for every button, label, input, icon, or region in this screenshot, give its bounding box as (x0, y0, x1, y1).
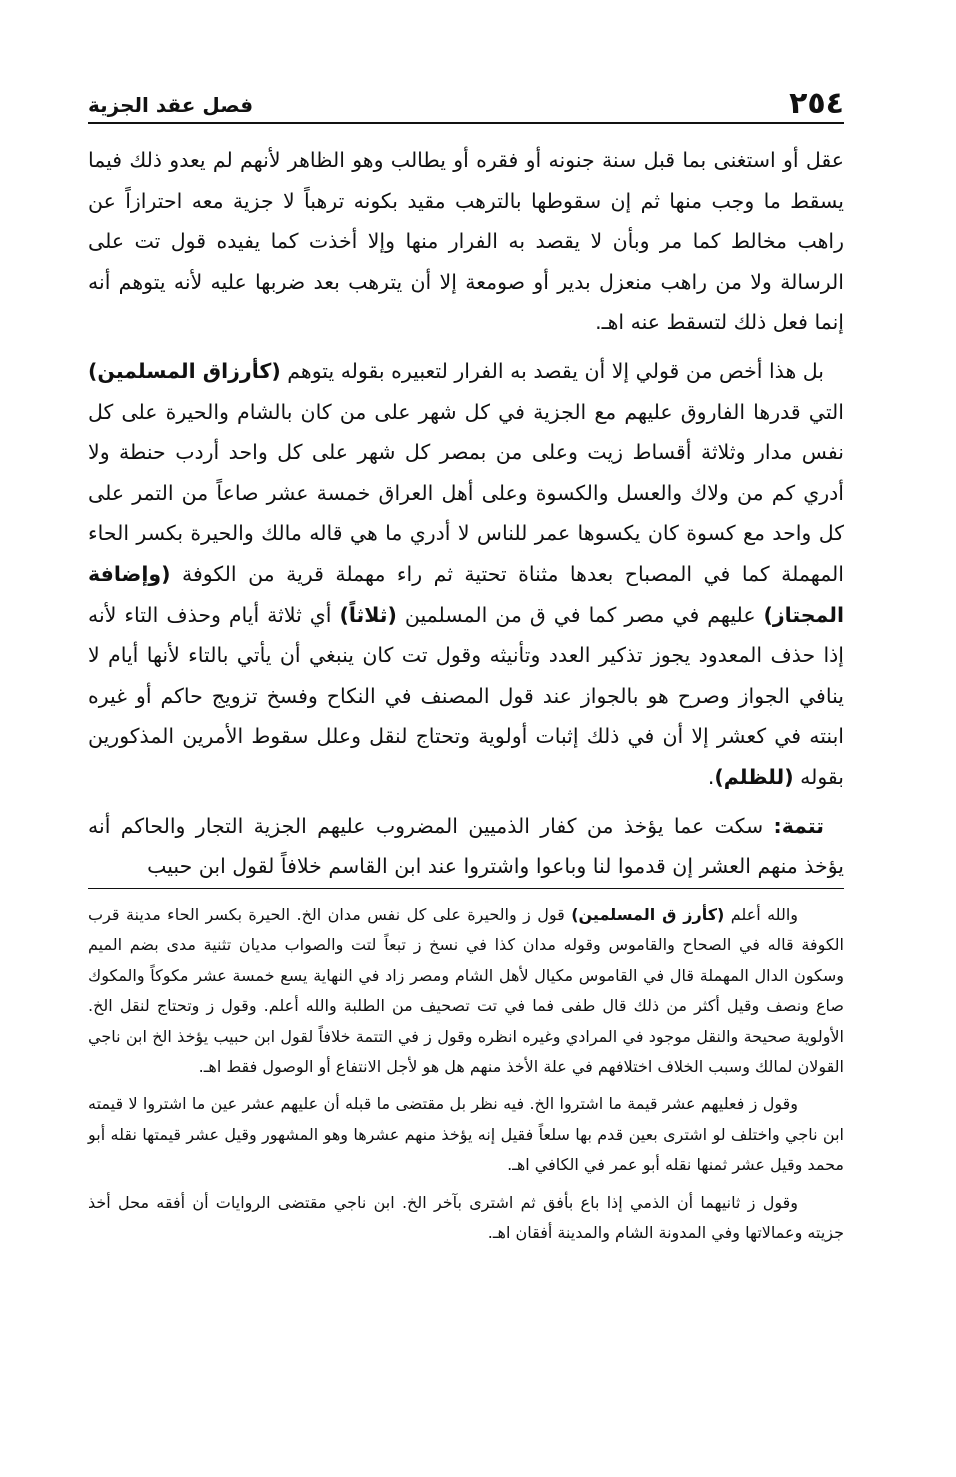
matn-quote-2: (وإضافة المجتاز) (88, 561, 844, 627)
running-title: فصل عقد الجزية (88, 93, 254, 117)
footnote-1-text-c: قول ز والحيرة على كل نفس مدان الخ. الحيرة بكسر الحاء مدينة قرب الكوفة قاله في الصحاح والقاموس وقوله مدان كذا في نسخ ز تبعاً لتت والصواب مديان تثنية مدى بضم الميم وسكون الدال المهملة قال في القاموس مكيال لأهل الشام ومصر زاد في النهاية يسع خمسة عشر مكوكاً والمكوك صاع ونصف وقيل أكثر من ذلك قال طفى فما في تت تصحيف من الطلبة والله أعلم. وقول ز وتحتاج لنقل الخ. الأولوية صحيحة والنقل موجود في المرادي وغيره انظره وقول ز في التتمة خلافاً لقول ابن حبيب يؤخذ الخ ابن ناجي القولان لمالك وسبب الخلاف اختلافهم في علة الأخذ منهم هل هو لأجل الانتفاع أو الوصول فقط اهـ. (88, 905, 844, 1077)
footnote-3 (88, 1188, 844, 1249)
footnote-3-text: وقول ز ثانيهما أن الذمي إذا باع بأفق ثم اشترى بآخر الخ. ابن ناجي مقتضى الروايات أن أفقه محل أخذ جزيته وعمالاتها وفي المدونة الشام والمدينة أفقان اهـ. (88, 1192, 844, 1243)
paragraph-2-text-d: عليهم في مصر كما في ق من المسلمين (396, 602, 764, 627)
paragraph-2-text-f: . (707, 764, 715, 789)
footnote-1-text-a: والله أعلم (724, 905, 799, 924)
footnote-divider (88, 888, 844, 889)
tatimma-label: تتمة: (773, 813, 824, 838)
main-text (88, 140, 844, 895)
paragraph-2-text-e: أي ثلاثة أيام وحذف التاء لأنه إذا حذف المعدود يجوز تذكير العدد وتأنيثه وقول تت كان ينبغي أن يأتي بالتاء لأنها أيام لا ينافي الجواز وصرح هو بالجواز عند قول المصنف في النكاح وفسخ تزويج حاكم أو غيره ابنته في كعشر إلا أن في ذلك إثبات أولوية وتحتاج لنقل وعلل سقوط الأمرين المذكورين بقوله (88, 602, 844, 789)
page-header (88, 82, 844, 124)
footnote-1-quote: (كأرز ق المسلمين) (571, 905, 725, 924)
matn-quote-3: (ثلاثاً) (339, 602, 397, 627)
footnote-1 (88, 900, 844, 1082)
paragraph-3 (88, 806, 844, 887)
paragraph-2-text-c: التي قدرها الفاروق عليهم مع الجزية في كل شهر على من كان بالشام والحيرة على كل نفس مدار وثلاثة أقساط زيت وعلى من بمصر كل شهر على كل واحد أردب حنطة ولا أدري كم من ولاك والعسل والكسوة وعلى أهل العراق خمسة عشر صاعاً من التمر على كل واحد مع كسوة كان يكسوها عمر للناس لا أدري ما هي قاله مالك والحيرة بكسر الحاء المهملة كما في المصباح بعدها مثناة تحتية ثم راء مهملة قرية من الكوفة (88, 399, 844, 586)
paragraph-1-text: عقل أو استغنى بما قبل سنة جنونه أو فقره أو يطالب وهو الظاهر لأنهم لم يعدو ذلك فيما يسقط ما وجب منها ثم إن سقوطها بالترهب مقيد بكونه ترهباً لا جزية معه احترازاً عن راهب مخالط كما مر وبأن لا يقصد به الفرار منها وإلا أخذت كما يفيده قول تت على الرسالة ولا من راهب منعزل بدير أو صومعة إلا أن يترهب بعد ضربها عليه لأنه يتوهم أنه إنما فعل ذلك لتسقط عنه اهـ. (88, 148, 844, 335)
matn-quote-4: (للظلم) (714, 764, 794, 789)
page-number: ٢٥٤ (789, 86, 844, 121)
footnote-2-text: وقول ز فعليهم عشر قيمة ما اشتروا الخ. فيه نظر بل مقتضى ما قبله أن عليهم عشر عين ما اشتروا لا قيمته ابن ناجي واختلف لو اشترى بعين قدم بها سلعاً فقيل إنه يؤخذ منهم عشرها وهو المشهور وقيل عشر قيمتها نقله أبو محمد وقيل عشر ثمنها نقله أبو عمر في الكافي اهـ. (88, 1094, 844, 1175)
paragraph-2 (88, 351, 844, 798)
footnote-2 (88, 1089, 844, 1180)
paragraph-3-text: سكت عما يؤخذ من كفار الذميين المضروب عليهم الجزية التجار والحاكم أنه يؤخذ منهم العشر إن قدموا لنا وباعوا واشتروا عند ابن القاسم خلافاً لقول ابن حبيب (88, 813, 844, 879)
footnotes (88, 900, 844, 1255)
paragraph-2-text-a: بل هذا أخص من قولي إلا أن يقصد به الفرار لتعبيره بقوله يتوهم (280, 358, 824, 383)
matn-quote-1: (كأرزاق المسلمين) (88, 358, 281, 383)
paragraph-1 (88, 140, 844, 343)
